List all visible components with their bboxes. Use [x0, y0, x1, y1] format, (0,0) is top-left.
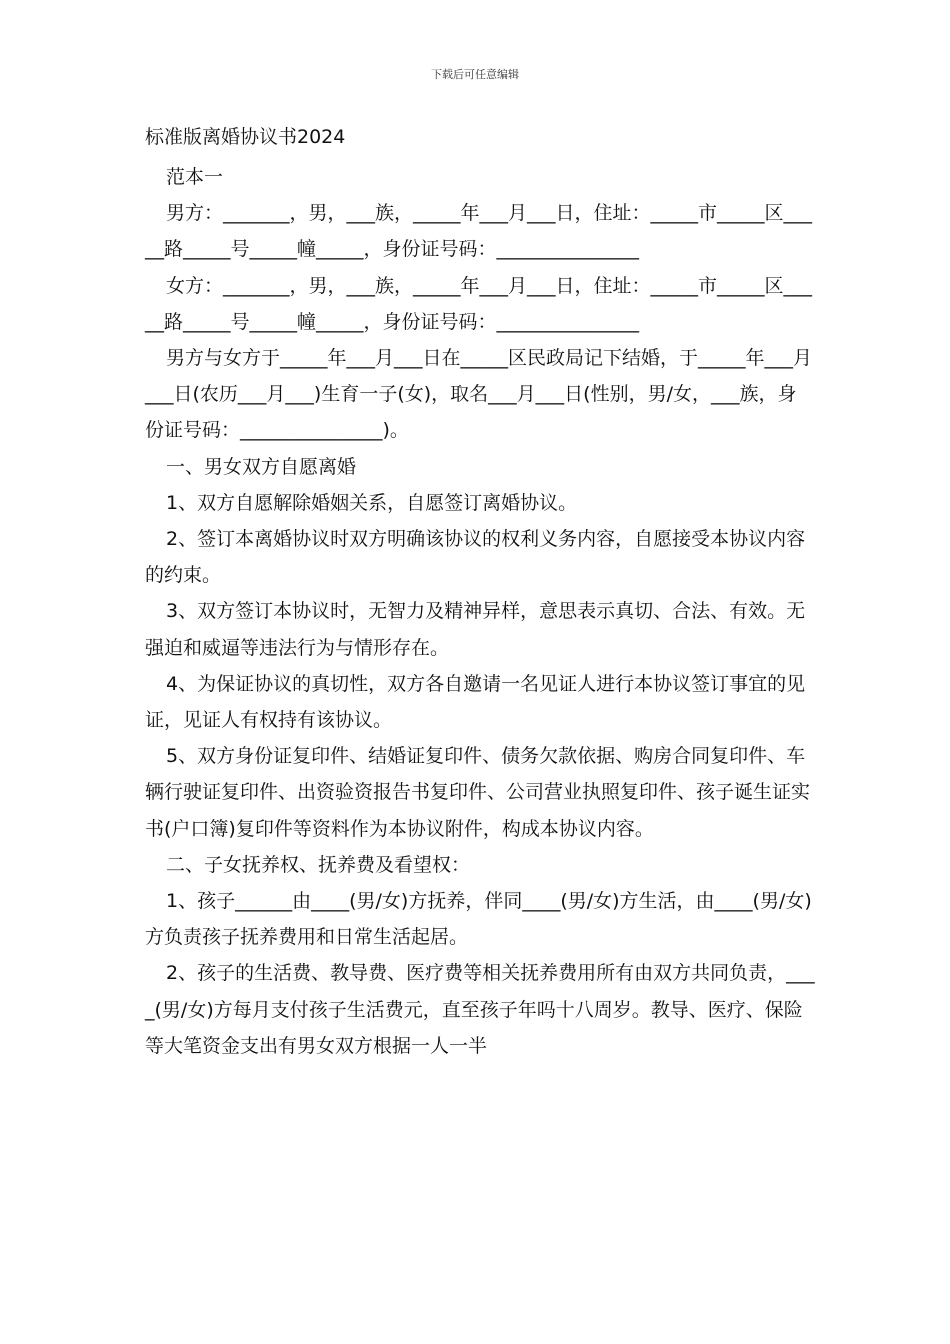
- document-body: [145, 159, 815, 1064]
- clause-2-2: 2、孩子的生活费、教导费、医疗费等相关抚养费用所有由双方共同负责，____(男/女)方每月支付孩子生活费元，直至孩子年吗十八周岁。教导、医疗、保险等大笔资金支出有男女双方根据一人一半: [145, 962, 815, 1057]
- male-party-info: 男方：_______，男，___族，_____年___月___日，住址：_____市_____区_____路_____号_____幢_____，身份证号码：_______________: [145, 202, 813, 261]
- clause-1-5: 5、双方身份证复印件、结婚证复印件、债务欠款依据、购房合同复印件、车辆行驶证复印件、出资验资报告书复印件、公司营业执照复印件、孩子诞生证实书(户口簿)复印件等资料作为本协议附件，构成本协议内容。: [145, 745, 811, 840]
- marriage-info-paragraph: 男方与女方于_____年___月___日在_____区民政局记下结婚，于_____年___月___日(农历___月___)生育一子(女)，取名___月___日(性别，男/女，___族，身份证号码：_______________)。: [145, 347, 813, 442]
- female-party-info: 女方：_______，男，___族，_____年___月___日，住址：_____市_____区_____路_____号_____幢_____，身份证号码：_______________: [145, 274, 813, 333]
- clause-1-1: 1、双方自愿解除婚姻关系，自愿签订离婚协议。: [166, 491, 578, 514]
- header-note: 下载后可任意编辑: [431, 68, 519, 81]
- section-heading-voluntary-divorce: 一、男女双方自愿离婚: [166, 455, 357, 478]
- clause-2-1: 1、孩子______由____(男/女)方抚养，伴同____(男/女)方生活，由____(男/女)方负责孩子抚养费用和日常生活起居。: [145, 890, 812, 949]
- clause-1-2: 2、签订本离婚协议时双方明确该协议的权利义务内容，自愿接受本协议内容的约束。: [145, 528, 806, 587]
- section-label: 范本一: [166, 166, 224, 188]
- section-heading-custody: 二、子女抚养权、抚养费及看望权：: [166, 853, 471, 876]
- clause-1-4: 4、为保证协议的真切性，双方各自邀请一名见证人进行本协议签订事宜的见证，见证人有权持有该协议。: [145, 672, 806, 732]
- clause-1-3: 3、双方签订本协议时，无智力及精神异样，意思表示真切、合法、有效。无强迫和威逼等违法行为与情形存在。: [145, 600, 806, 659]
- document-title: 标准版离婚协议书2024: [145, 126, 346, 148]
